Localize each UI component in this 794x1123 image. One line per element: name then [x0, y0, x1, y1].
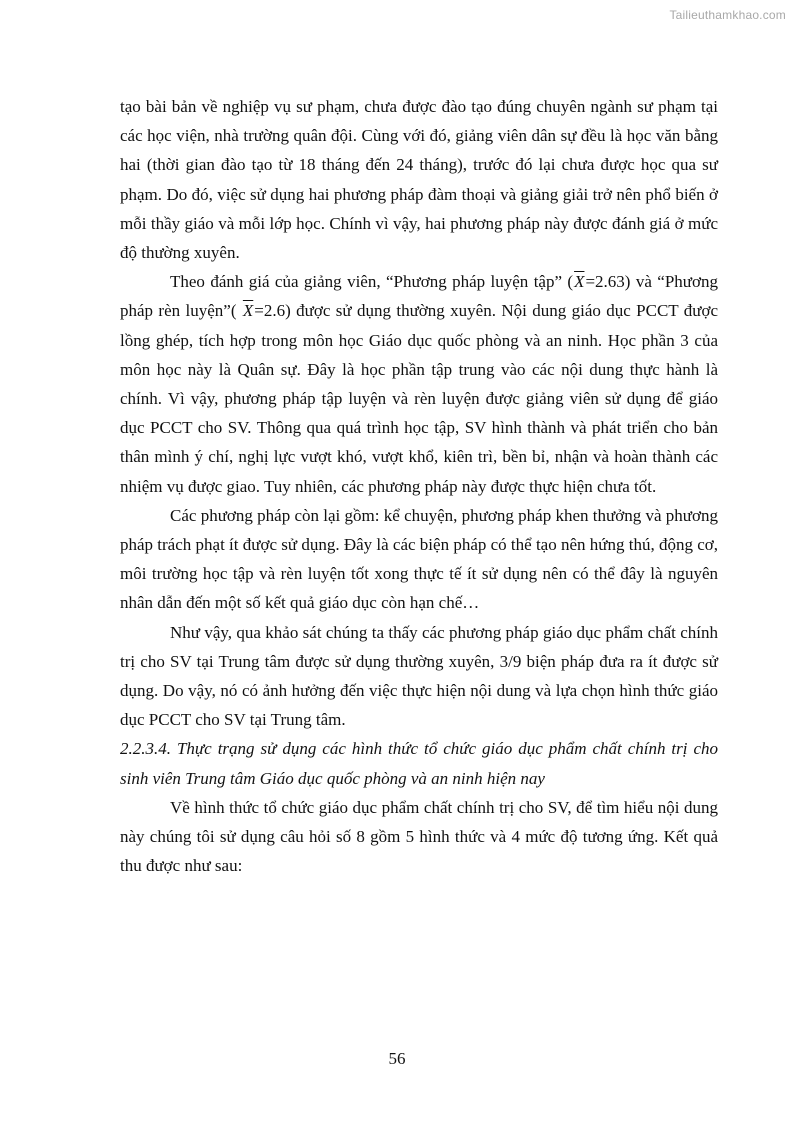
paragraph-1: tạo bài bản về nghiệp vụ sư phạm, chưa được đào tạo đúng chuyên ngành sư phạm tại các học viện, nhà trường quân đội. Cùng với đó, giảng viên dân sự đều là học văn bằng hai (thời gian đào tạo từ 18 tháng đến 24 tháng), trước đó lại chưa được học qua sư phạm. Do đó, việc sử dụng hai phương pháp đàm thoại và giảng giải trở nên phổ biến ở mỗi thầy giáo và mỗi lớp học. Chính vì vậy, hai phương pháp này được đánh giá ở mức độ thường xuyên. — [120, 97, 718, 263]
mean-symbol-1: $\overline{X}$ — [574, 272, 585, 292]
paragraph-2 — [120, 267, 718, 501]
page-number: 56 — [388, 1049, 406, 1068]
paragraph-3: Các phương pháp còn lại gồm: kể chuyện, phương pháp khen thưởng và phương pháp trách phạt ít được sử dụng. Đây là các biện pháp có thể tạo nên hứng thú, động cơ, môi trường học tập và rèn luyện tốt xong thực tế ít sử dụng nên có thể đây là nguyên nhân dẫn đến một số kết quả giáo dục còn hạn chế… — [120, 505, 718, 613]
paragraph-2-text-c: =2.6) được sử dụng thường xuyên. Nội dung giáo dục PCCT được lồng ghép, tích hợp trong môn học Giáo dục quốc phòng và an ninh. Học phần 3 của môn học này là Quân sự. Đây là học phần tập trung vào các nội dung thực hành là chính. Vì vậy, phương pháp tập luyện và rèn luyện được giảng viên sử dụng để giáo dục PCCT cho SV. Thông qua quá trình học tập, SV hình thành và phát triển cho bản thân mình ý chí, nghị lực vượt khó, vượt khổ, kiên trì, bền bỉ, nhận và hoàn thành các nhiệm vụ được giao. Tuy nhiên, các phương pháp này được thực hiện chưa tốt. — [120, 301, 718, 496]
paragraph-5: Về hình thức tổ chức giáo dục phẩm chất chính trị cho SV, để tìm hiểu nội dung này chúng tôi sử dụng câu hỏi số 8 gồm 5 hình thức và 4 mức độ tương ứng. Kết quả thu được như sau: — [120, 797, 718, 876]
section-heading: 2.2.3.4. Thực trạng sử dụng các hình thức tổ chức giáo dục phẩm chất chính trị cho sinh viên Trung tâm Giáo dục quốc phòng và an ninh hiện nay — [120, 739, 718, 788]
paragraph-4: Như vậy, qua khảo sát chúng ta thấy các phương pháp giáo dục phẩm chất chính trị cho SV tại Trung tâm được sử dụng thường xuyên, 3/9 biện pháp đưa ra ít được sử dụng. Do vậy, nó có ảnh hưởng đến việc thực hiện nội dung và lựa chọn hình thức giáo dục PCCT cho SV tại Trung tâm. — [120, 622, 718, 730]
document-body — [120, 92, 718, 880]
paragraph-2-text-a: Theo đánh giá của giảng viên, “Phương pháp luyện tập” ( — [170, 272, 574, 292]
watermark-text: Tailieuthamkhao.com — [669, 8, 786, 22]
mean-symbol-2: $\overline{X}$ — [242, 301, 254, 321]
paragraph-2-text-b: =2.63) và “Phương pháp rèn luyện”( — [120, 272, 718, 321]
